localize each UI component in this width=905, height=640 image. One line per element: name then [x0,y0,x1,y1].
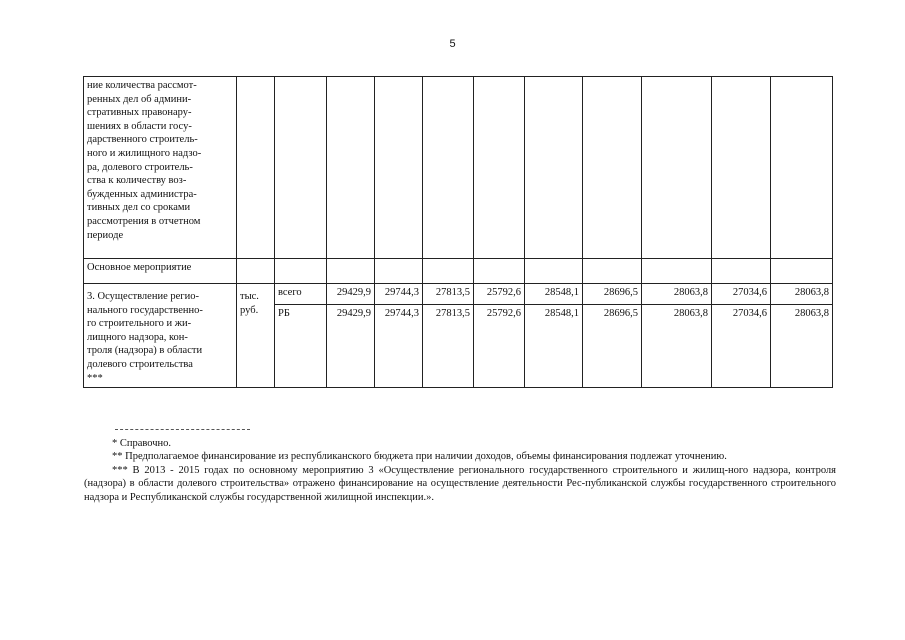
value-cell: 29429,9 [327,305,375,388]
value-cell: 27034,6 [712,305,771,388]
measure-description-cell: 3. Осуществление регио- нального государственно- го строительного и жи- лищного надзора, кон- троля (надзора) в области долевого строительства *** [84,284,237,388]
value-cell: 25792,6 [474,305,525,388]
value-cell: 28548,1 [525,284,583,305]
value-cell: 28548,1 [525,305,583,388]
value-cell: 28063,8 [771,284,833,305]
footnote-reference: * Справочно. [112,438,172,449]
table-row-continuation [84,77,833,259]
indicator-description-cell: ние количества рассмот- ренных дел об админи- стративных правонару- шениях в области госу- дарственного строитель- ного и жилищного надзо- ра, долевого строитель- ства к количеству воз- бужденных администра- тивных дел со сроками рассмотрения в отчетном периоде [84,77,237,259]
footnotes [84,437,836,504]
source-label-rb: РБ [275,305,327,388]
value-cell: 28696,5 [583,284,642,305]
value-cell: 28696,5 [583,305,642,388]
value-cell: 27813,5 [423,284,474,305]
value-cell: 27034,6 [712,284,771,305]
footnote-measure-3: *** В 2013 - 2015 годах по основному мероприятию 3 «Осуществление регионального государственного строительного и жилищ-ного надзора, контроля (надзора) в области долевого строительства» отражено финансирование на осуществление деятельности Рес-публиканской службы государственного строительного надзора и Республиканской службы государственной жилищной инспекции.». [84,464,836,503]
value-cell: 29429,9 [327,284,375,305]
table-row-total [84,284,833,305]
value-cell: 29744,3 [375,305,423,388]
source-label-total: всего [275,284,327,305]
value-cell: 27813,5 [423,305,474,388]
unit-cell: тыс. руб. [237,284,275,388]
table-row-main-measure-header [84,259,833,284]
value-cell: 28063,8 [771,305,833,388]
value-cell: 28063,8 [642,284,712,305]
financing-table [83,76,833,388]
footnote-separator [115,429,250,430]
value-cell: 28063,8 [642,305,712,388]
value-cell: 29744,3 [375,284,423,305]
page-number: 5 [449,38,456,50]
main-measure-label: Основное мероприятие [84,259,237,284]
footnote-financing: ** Предполагаемое финансирование из республиканского бюджета при наличии доходов, объемы финансирования подлежат уточнению. [112,451,727,463]
value-cell: 25792,6 [474,284,525,305]
